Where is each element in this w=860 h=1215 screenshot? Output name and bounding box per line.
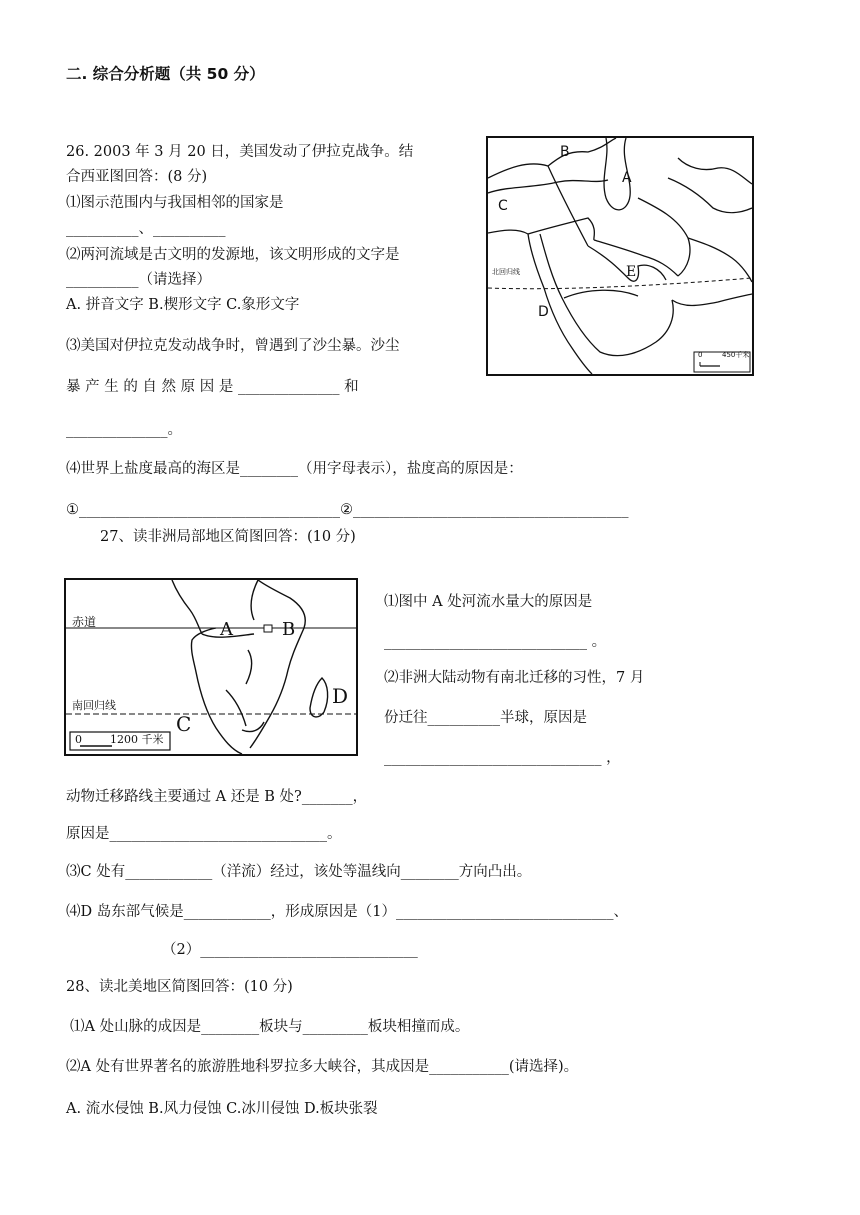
q26-part4-line: ①____________________________________②______________________________________ [66, 502, 629, 518]
equator-label: 赤道 [72, 615, 97, 629]
q26-stem-line2: 合西亚图回答：(8 分) [66, 169, 208, 185]
map-label-a: A [622, 170, 632, 186]
map-label-d: D [538, 304, 549, 320]
africa-map-drawing [66, 580, 356, 754]
q26-part3: ⑶美国对伊拉克发动战争时，曾遇到了沙尘暴。沙尘 [66, 338, 400, 354]
q26-part1-blanks: __________、__________ [66, 221, 226, 237]
q28-stem: 28、读北美地区简图回答：(10 分) [66, 979, 293, 995]
africa-scale-zero: 0 [75, 733, 82, 746]
map-label-e: E [626, 264, 637, 280]
tropic-of-cancer-label: 北回归线 [492, 268, 520, 276]
africa-label-d: D [332, 684, 349, 708]
q28-part2-options: A. 流水侵蚀 B.风力侵蚀 C.冰川侵蚀 D.板块张裂 [66, 1101, 378, 1117]
africa-scale-text: 1200 千米 [110, 733, 164, 746]
q26-stem-line1: 26. 2003 年 3 月 20 日，美国发动了伊拉克战争。结 [66, 144, 414, 160]
q27-part2-line2: 份迁往__________半球，原因是 [384, 710, 587, 726]
africa-label-c: C [176, 712, 192, 736]
q27-part2-line4: 动物迁移路线主要通过 A 还是 B 处?_______， [66, 789, 368, 805]
q26-part1: ⑴图示范围内与我国相邻的国家是 [66, 195, 284, 211]
west-asia-map [486, 136, 754, 376]
q27-stem: 27、读非洲局部地区简图回答：(10 分) [100, 529, 356, 545]
q27-part1: ⑴图中 A 处河流水量大的原因是 [384, 594, 593, 610]
q27-part2-line5: 原因是______________________________。 [66, 826, 342, 842]
scale-zero-label: 0 [698, 351, 703, 359]
q27-part4: ⑷D 岛东部气候是____________，形成原因是（1）______________________________、 [66, 904, 628, 920]
q26-part4: ⑷世界上盐度最高的海区是________（用字母表示），盐度高的原因是： [66, 461, 523, 477]
africa-map [64, 578, 358, 756]
q27-part2-line3: ______________________________ ， [384, 750, 621, 766]
q26-part2: ⑵两河流域是古文明的发源地，该文明形成的文字是 [66, 247, 400, 263]
section-title: 二. 综合分析题（共 50 分） [66, 65, 265, 83]
q26-part3-line2: 暴 产 生 的 自 然 原 因 是 ______________ 和 [66, 379, 359, 395]
q26-part2-options: A. 拼音文字 B.楔形文字 C.象形文字 [66, 297, 300, 313]
q27-part3: ⑶C 处有____________（洋流）经过，该处等温线向________方向凸出。 [66, 864, 532, 880]
west-asia-map-drawing [488, 138, 752, 374]
q28-part1: ⑴A 处山脉的成因是________板块与_________板块相撞而成。 [70, 1019, 470, 1035]
map-label-b: B [560, 144, 570, 160]
map-label-c: C [498, 198, 508, 214]
q26-part3-line3: ______________。 [66, 422, 182, 438]
q27-part4-line2: （2）______________________________ [162, 942, 418, 958]
q27-part2: ⑵非洲大陆动物有南北迁移的习性，7 月 [384, 670, 645, 686]
q27-part1-line: ____________________________ 。 [384, 634, 607, 650]
africa-label-b: B [282, 619, 296, 640]
q28-part2: ⑵A 处有世界著名的旅游胜地科罗拉多大峡谷，其成因是___________(请选择)。 [66, 1059, 579, 1075]
q26-part2-tail: __________（请选择） [66, 272, 211, 288]
scale-distance-label: 450千米 [722, 351, 750, 359]
tropic-of-capricorn-label: 南回归线 [72, 699, 116, 712]
africa-label-a: A [220, 619, 233, 640]
